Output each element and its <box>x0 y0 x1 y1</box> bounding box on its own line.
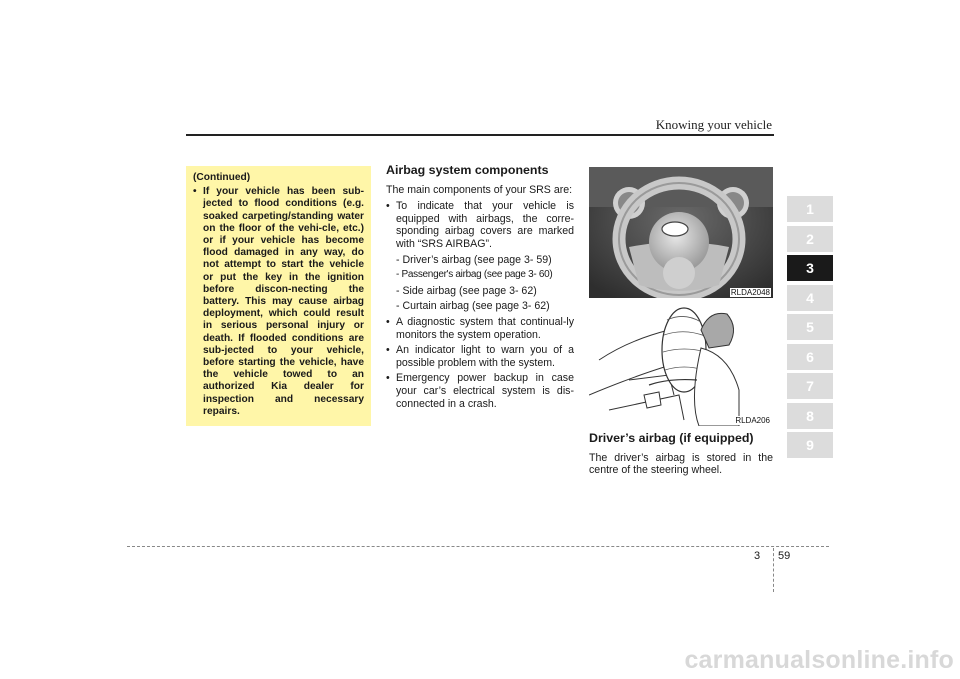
sub-item-driver: - Driver’s airbag (see page 3- 59) <box>396 253 552 266</box>
warning-bullet <box>193 186 364 418</box>
bullet-dot: • <box>386 200 390 213</box>
steering-wheel-photo <box>589 167 773 298</box>
chapter-tab-2[interactable]: 2 <box>787 226 833 252</box>
chapter-tab-6[interactable]: 6 <box>787 344 833 370</box>
chapter-tab-7[interactable]: 7 <box>787 373 833 399</box>
warning-text: If your vehicle has been sub-jected to flood conditions (e.g. soaked carpeting/standing water on the floor of the vehi-cle, etc.) or if your vehicle has become flood damaged in any way, do not attempt to start the vehicle or put the key in the ignition before discon-necting the battery. This may cause airbag deployment, which could result in serious personal injury or death. If flooded conditions are sub-jected to your vehicle, before starting the vehicle, have the vehicle towed to an authorized Kia dealer for inspection and necessary repairs. <box>203 186 364 417</box>
chapter-tab-5[interactable]: 5 <box>787 314 833 340</box>
list-item-text: To indicate that your vehicle is equipped with airbags, the corre-sponding airbag covers are marked with “SRS AIRBAG”. <box>396 200 574 250</box>
bullet-dot: • <box>386 372 390 385</box>
warning-box <box>186 166 371 426</box>
warning-continued: (Continued) <box>193 172 251 183</box>
bullet-dot: • <box>193 186 197 198</box>
chapter-tab-1[interactable]: 1 <box>787 196 833 222</box>
sub-item-side: - Side airbag (see page 3- 62) <box>396 284 537 297</box>
list-item <box>386 316 574 341</box>
list-item-text: An indicator light to warn you of a possible problem with the system. <box>396 344 574 369</box>
driver-airbag-heading: Driver’s airbag (if equipped) <box>589 431 754 445</box>
chapter-tab-9[interactable]: 9 <box>787 432 833 458</box>
components-heading: Airbag system components <box>386 163 549 177</box>
bullet-dot: • <box>386 315 390 328</box>
list-item <box>386 372 574 410</box>
airbag-line-drawing <box>589 300 773 426</box>
page-number: 59 <box>778 550 791 562</box>
figure-label: RLDA206 <box>735 416 770 425</box>
chapter-tab-4[interactable]: 4 <box>787 285 833 311</box>
sub-item-curtain: - Curtain airbag (see page 3- 62) <box>396 300 550 313</box>
driver-airbag-text: The driver’s airbag is stored in the centre of the steering wheel. <box>589 451 773 477</box>
list-item-text: Emergency power backup in case your car’s electrical system is dis-connected in a crash. <box>396 372 574 410</box>
airbag-deployment-illustration <box>589 300 773 426</box>
page-section: 3 <box>754 550 761 562</box>
figure-label: RLDA2048 <box>730 288 770 297</box>
sub-item-passenger: - Passenger's airbag (see page 3- 60) <box>396 269 553 281</box>
chapter-tab-3[interactable]: 3 <box>787 255 833 281</box>
list-item <box>386 200 574 250</box>
list-item <box>386 344 574 369</box>
chapter-tab-8[interactable]: 8 <box>787 403 833 429</box>
components-column <box>386 164 574 413</box>
bullet-dot: • <box>386 344 390 357</box>
chapter-tabs <box>787 196 833 462</box>
list-item-text: A diagnostic system that continual-ly monitors the system operation. <box>396 315 574 341</box>
components-intro: The main components of your SRS are: <box>386 183 573 196</box>
header-title: Knowing your vehicle <box>655 117 772 132</box>
steering-wheel-illustration <box>589 167 773 298</box>
watermark: carmanualsonline.info <box>684 646 954 674</box>
header-rule <box>186 134 774 136</box>
driver-airbag-section <box>589 432 773 481</box>
footer-divider <box>773 548 774 592</box>
footer-rule <box>127 546 829 547</box>
